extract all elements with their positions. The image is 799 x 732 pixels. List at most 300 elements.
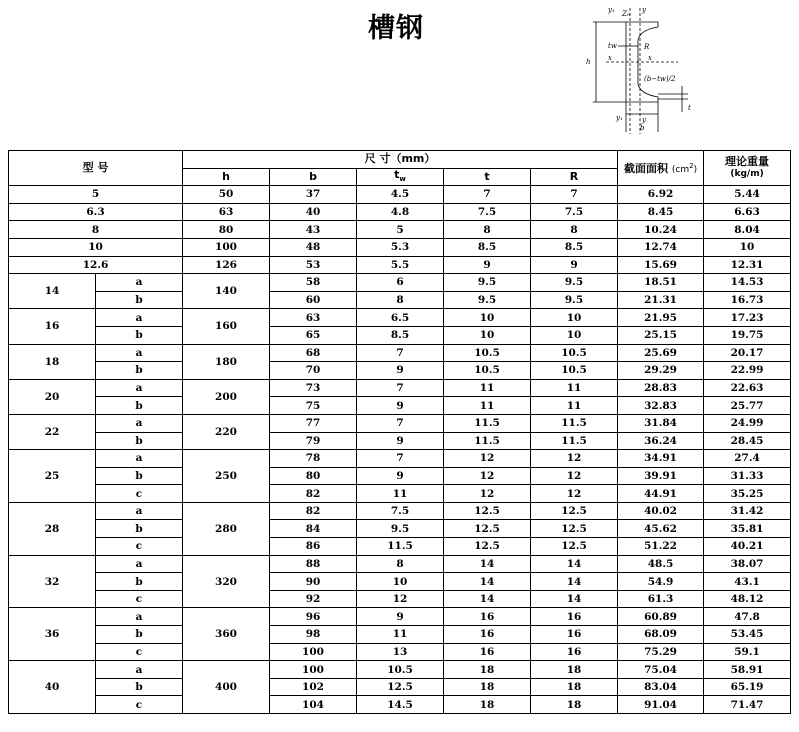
cell-weight: 10 — [704, 238, 791, 256]
cell-model: 40 — [9, 661, 96, 714]
cell-r: 10 — [531, 326, 618, 344]
cell-tw: 11 — [357, 626, 444, 644]
table-row — [9, 203, 791, 221]
header-weight — [704, 151, 791, 186]
cell-tw: 8.5 — [357, 326, 444, 344]
cell-weight: 53.45 — [704, 626, 791, 644]
cell-r: 18 — [531, 661, 618, 679]
cell-tw: 9 — [357, 608, 444, 626]
cell-h: 320 — [183, 555, 270, 608]
table-row — [9, 221, 791, 239]
cell-h: 80 — [183, 221, 270, 239]
cell-b: 102 — [270, 678, 357, 696]
diagram-label-y-top: y — [642, 6, 646, 14]
cell-subtype: b — [96, 291, 183, 309]
cell-subtype: b — [96, 520, 183, 538]
cell-t: 9 — [444, 256, 531, 274]
cell-model: 28 — [9, 502, 96, 555]
cell-t: 9.5 — [444, 291, 531, 309]
header-tw-label: t — [394, 167, 400, 181]
cell-subtype: c — [96, 643, 183, 661]
page-title: 槽钢 — [368, 13, 424, 44]
cell-area: 91.04 — [618, 696, 704, 714]
cell-r: 16 — [531, 608, 618, 626]
cell-tw: 5.3 — [357, 238, 444, 256]
cell-subtype: c — [96, 590, 183, 608]
table-row — [9, 485, 791, 503]
cell-model: 10 — [9, 238, 183, 256]
cell-weight: 22.63 — [704, 379, 791, 397]
cell-area: 36.24 — [618, 432, 704, 450]
cell-b: 79 — [270, 432, 357, 450]
cell-weight: 14.53 — [704, 274, 791, 292]
cell-t: 11.5 — [444, 414, 531, 432]
cell-subtype: a — [96, 414, 183, 432]
cell-t: 12.5 — [444, 502, 531, 520]
table-row — [9, 661, 791, 679]
cell-weight: 58.91 — [704, 661, 791, 679]
table-row — [9, 362, 791, 380]
cell-tw: 6.5 — [357, 309, 444, 327]
cell-area: 29.29 — [618, 362, 704, 380]
cell-b: 53 — [270, 256, 357, 274]
cell-r: 10.5 — [531, 344, 618, 362]
cell-h: 220 — [183, 414, 270, 449]
cell-tw: 12.5 — [357, 678, 444, 696]
cell-subtype: a — [96, 502, 183, 520]
cell-b: 92 — [270, 590, 357, 608]
cell-weight: 22.99 — [704, 362, 791, 380]
cell-weight: 19.75 — [704, 326, 791, 344]
cell-r: 9.5 — [531, 274, 618, 292]
cell-r: 12 — [531, 485, 618, 503]
cell-area: 8.45 — [618, 203, 704, 221]
table-row — [9, 291, 791, 309]
cell-weight: 16.73 — [704, 291, 791, 309]
cell-weight: 31.42 — [704, 502, 791, 520]
cell-t: 18 — [444, 678, 531, 696]
cell-r: 11.5 — [531, 414, 618, 432]
header-tw-sub: w — [399, 174, 406, 183]
table-row — [9, 256, 791, 274]
cell-h: 140 — [183, 274, 270, 309]
cell-b: 48 — [270, 238, 357, 256]
cell-tw: 12 — [357, 590, 444, 608]
cell-tw: 8 — [357, 555, 444, 573]
cell-tw: 6 — [357, 274, 444, 292]
table-row — [9, 274, 791, 292]
cell-b: 70 — [270, 362, 357, 380]
cell-h: 50 — [183, 186, 270, 204]
cell-weight: 59.1 — [704, 643, 791, 661]
header-dimensions: 尺 寸（mm） — [183, 151, 618, 169]
cell-area: 28.83 — [618, 379, 704, 397]
cell-t: 9.5 — [444, 274, 531, 292]
cell-area: 68.09 — [618, 626, 704, 644]
cell-area: 83.04 — [618, 678, 704, 696]
table-row — [9, 344, 791, 362]
cell-r: 7.5 — [531, 203, 618, 221]
table-row — [9, 555, 791, 573]
cell-subtype: c — [96, 538, 183, 556]
channel-section-diagram — [578, 2, 703, 147]
cell-subtype: c — [96, 485, 183, 503]
cell-r: 14 — [531, 555, 618, 573]
cell-subtype: b — [96, 432, 183, 450]
table-row — [9, 467, 791, 485]
cell-t: 10 — [444, 309, 531, 327]
cell-t: 12 — [444, 485, 531, 503]
cell-b: 80 — [270, 467, 357, 485]
cell-r: 14 — [531, 573, 618, 591]
cell-tw: 14.5 — [357, 696, 444, 714]
cell-weight: 47.8 — [704, 608, 791, 626]
diagram-label-y1-top: y₁ — [608, 6, 615, 14]
cell-tw: 10.5 — [357, 661, 444, 679]
header-area-unit-sup: 2 — [689, 162, 694, 171]
cell-area: 51.22 — [618, 538, 704, 556]
cell-model: 20 — [9, 379, 96, 414]
cell-weight: 35.25 — [704, 485, 791, 503]
cell-r: 14 — [531, 590, 618, 608]
cell-h: 250 — [183, 450, 270, 503]
cell-tw: 5.5 — [357, 256, 444, 274]
table-row — [9, 432, 791, 450]
cell-weight: 8.04 — [704, 221, 791, 239]
cell-tw: 7 — [357, 414, 444, 432]
cell-b: 100 — [270, 661, 357, 679]
cell-h: 280 — [183, 502, 270, 555]
cell-b: 104 — [270, 696, 357, 714]
table-row — [9, 186, 791, 204]
cell-area: 40.02 — [618, 502, 704, 520]
cell-r: 16 — [531, 643, 618, 661]
cell-model: 16 — [9, 309, 96, 344]
cell-subtype: a — [96, 309, 183, 327]
cell-t: 10 — [444, 326, 531, 344]
cell-t: 12 — [444, 467, 531, 485]
cell-t: 11.5 — [444, 432, 531, 450]
cell-tw: 4.8 — [357, 203, 444, 221]
cell-t: 12.5 — [444, 520, 531, 538]
cell-subtype: b — [96, 678, 183, 696]
cell-tw: 11 — [357, 485, 444, 503]
cell-b: 40 — [270, 203, 357, 221]
diagram-label-tw: tw — [608, 42, 617, 50]
table-row — [9, 379, 791, 397]
cell-model: 22 — [9, 414, 96, 449]
cell-h: 400 — [183, 661, 270, 714]
cell-area: 18.51 — [618, 274, 704, 292]
cell-r: 10 — [531, 309, 618, 327]
cell-r: 11 — [531, 379, 618, 397]
cell-r: 8.5 — [531, 238, 618, 256]
cell-area: 75.29 — [618, 643, 704, 661]
cell-subtype: b — [96, 467, 183, 485]
cell-r: 8 — [531, 221, 618, 239]
cell-tw: 9 — [357, 362, 444, 380]
cell-t: 7.5 — [444, 203, 531, 221]
cell-weight: 38.07 — [704, 555, 791, 573]
cell-model: 12.6 — [9, 256, 183, 274]
cell-tw: 9 — [357, 397, 444, 415]
cell-weight: 6.63 — [704, 203, 791, 221]
cell-r: 18 — [531, 678, 618, 696]
table-row — [9, 626, 791, 644]
table-body — [9, 186, 791, 714]
header-area — [618, 151, 704, 186]
cell-weight: 35.81 — [704, 520, 791, 538]
cell-h: 126 — [183, 256, 270, 274]
cell-t: 7 — [444, 186, 531, 204]
header-area-label: 截面面积 — [624, 162, 669, 176]
cell-subtype: b — [96, 397, 183, 415]
cell-b: 58 — [270, 274, 357, 292]
table-row — [9, 397, 791, 415]
cell-model: 14 — [9, 274, 96, 309]
cell-r: 12.5 — [531, 502, 618, 520]
diagram-label-h: h — [586, 58, 591, 66]
cell-tw: 13 — [357, 643, 444, 661]
cell-tw: 9.5 — [357, 520, 444, 538]
header-model: 型 号 — [9, 151, 183, 186]
cell-r: 7 — [531, 186, 618, 204]
cell-weight: 40.21 — [704, 538, 791, 556]
cell-t: 16 — [444, 643, 531, 661]
cell-r: 12.5 — [531, 538, 618, 556]
cell-b: 63 — [270, 309, 357, 327]
cell-weight: 27.4 — [704, 450, 791, 468]
cell-model: 8 — [9, 221, 183, 239]
cell-area: 12.74 — [618, 238, 704, 256]
table-row — [9, 696, 791, 714]
cell-h: 180 — [183, 344, 270, 379]
cell-r: 18 — [531, 696, 618, 714]
cell-t: 18 — [444, 661, 531, 679]
cell-b: 43 — [270, 221, 357, 239]
cell-b: 88 — [270, 555, 357, 573]
cell-tw: 7 — [357, 344, 444, 362]
cell-t: 10.5 — [444, 344, 531, 362]
cell-weight: 25.77 — [704, 397, 791, 415]
cell-b: 82 — [270, 485, 357, 503]
cell-b: 82 — [270, 502, 357, 520]
table-row — [9, 538, 791, 556]
cell-weight: 12.31 — [704, 256, 791, 274]
cell-subtype: a — [96, 274, 183, 292]
cell-r: 9 — [531, 256, 618, 274]
cell-model: 18 — [9, 344, 96, 379]
cell-h: 160 — [183, 309, 270, 344]
header-r: R — [531, 168, 618, 186]
header-area-unit-close: ) — [693, 165, 698, 176]
channel-steel-table — [8, 150, 791, 714]
cell-subtype: a — [96, 379, 183, 397]
cell-area: 44.91 — [618, 485, 704, 503]
cell-area: 21.31 — [618, 291, 704, 309]
diagram-label-x-right: x — [648, 54, 652, 62]
cell-t: 12.5 — [444, 538, 531, 556]
cell-tw: 7 — [357, 450, 444, 468]
cell-model: 5 — [9, 186, 183, 204]
cell-subtype: a — [96, 344, 183, 362]
cell-area: 75.04 — [618, 661, 704, 679]
cell-area: 34.91 — [618, 450, 704, 468]
header-t: t — [444, 168, 531, 186]
cell-weight: 43.1 — [704, 573, 791, 591]
cell-b: 100 — [270, 643, 357, 661]
cell-b: 78 — [270, 450, 357, 468]
cell-h: 360 — [183, 608, 270, 661]
cell-tw: 7 — [357, 379, 444, 397]
header-weight-unit: (kg/m) — [730, 169, 764, 180]
cell-subtype: a — [96, 450, 183, 468]
table-row — [9, 573, 791, 591]
cell-subtype: b — [96, 362, 183, 380]
cell-t: 11 — [444, 379, 531, 397]
cell-tw: 4.5 — [357, 186, 444, 204]
cell-tw: 10 — [357, 573, 444, 591]
header-b: b — [270, 168, 357, 186]
diagram-label-y-bottom: y — [642, 116, 646, 124]
cell-model: 25 — [9, 450, 96, 503]
cell-area: 25.69 — [618, 344, 704, 362]
cell-weight: 17.23 — [704, 309, 791, 327]
cell-b: 98 — [270, 626, 357, 644]
cell-area: 54.9 — [618, 573, 704, 591]
cell-t: 14 — [444, 555, 531, 573]
cell-r: 10.5 — [531, 362, 618, 380]
cell-weight: 71.47 — [704, 696, 791, 714]
diagram-label-b-tw: (b−tw)/2 — [644, 75, 676, 83]
cell-t: 16 — [444, 626, 531, 644]
cell-r: 12.5 — [531, 520, 618, 538]
cell-b: 68 — [270, 344, 357, 362]
cell-area: 48.5 — [618, 555, 704, 573]
cell-subtype: c — [96, 696, 183, 714]
diagram-label-x-left: x — [608, 54, 612, 62]
table-row — [9, 502, 791, 520]
cell-tw: 8 — [357, 291, 444, 309]
cell-area: 61.3 — [618, 590, 704, 608]
diagram-label-r: R — [644, 43, 650, 51]
cell-tw: 9 — [357, 432, 444, 450]
cell-subtype: a — [96, 661, 183, 679]
cell-t: 12 — [444, 450, 531, 468]
cell-r: 12 — [531, 467, 618, 485]
cell-r: 11 — [531, 397, 618, 415]
table-row — [9, 414, 791, 432]
cell-model: 36 — [9, 608, 96, 661]
cell-h: 200 — [183, 379, 270, 414]
cell-area: 60.89 — [618, 608, 704, 626]
cell-area: 31.84 — [618, 414, 704, 432]
table-row — [9, 520, 791, 538]
cell-t: 16 — [444, 608, 531, 626]
cell-area: 21.95 — [618, 309, 704, 327]
cell-t: 8 — [444, 221, 531, 239]
cell-weight: 28.45 — [704, 432, 791, 450]
cell-model: 6.3 — [9, 203, 183, 221]
table-row — [9, 608, 791, 626]
cell-t: 11 — [444, 397, 531, 415]
diagram-label-z0: Z₀ — [622, 10, 630, 18]
diagram-label-y1-bottom: y₁ — [616, 114, 623, 122]
header-area-unit-open: (cm — [671, 165, 690, 176]
cell-tw: 7.5 — [357, 502, 444, 520]
table-row — [9, 326, 791, 344]
cell-area: 6.92 — [618, 186, 704, 204]
cell-b: 77 — [270, 414, 357, 432]
header-h: h — [183, 168, 270, 186]
cell-weight: 5.44 — [704, 186, 791, 204]
cell-weight: 31.33 — [704, 467, 791, 485]
cell-area: 32.83 — [618, 397, 704, 415]
cell-area: 45.62 — [618, 520, 704, 538]
cell-model: 32 — [9, 555, 96, 608]
cell-b: 73 — [270, 379, 357, 397]
table-row — [9, 643, 791, 661]
cell-h: 63 — [183, 203, 270, 221]
cell-t: 14 — [444, 573, 531, 591]
header-area-unit — [671, 162, 698, 176]
cell-subtype: b — [96, 626, 183, 644]
table-row — [9, 309, 791, 327]
cell-b: 75 — [270, 397, 357, 415]
cell-t: 14 — [444, 590, 531, 608]
cell-b: 86 — [270, 538, 357, 556]
table-row — [9, 678, 791, 696]
cell-b: 37 — [270, 186, 357, 204]
cell-t: 18 — [444, 696, 531, 714]
cell-weight: 24.99 — [704, 414, 791, 432]
cell-tw: 5 — [357, 221, 444, 239]
cell-b: 60 — [270, 291, 357, 309]
cell-b: 96 — [270, 608, 357, 626]
cell-area: 25.15 — [618, 326, 704, 344]
table-row — [9, 450, 791, 468]
diagram-label-b: b — [640, 124, 645, 132]
cell-weight: 20.17 — [704, 344, 791, 362]
cell-weight: 65.19 — [704, 678, 791, 696]
cell-b: 65 — [270, 326, 357, 344]
table-row — [9, 238, 791, 256]
cell-t: 8.5 — [444, 238, 531, 256]
cell-h: 100 — [183, 238, 270, 256]
cell-area: 39.91 — [618, 467, 704, 485]
header-weight-label: 理论重量 — [725, 155, 770, 169]
cell-tw: 11.5 — [357, 538, 444, 556]
cell-weight: 48.12 — [704, 590, 791, 608]
cell-subtype: b — [96, 573, 183, 591]
cell-area: 15.69 — [618, 256, 704, 274]
cell-b: 90 — [270, 573, 357, 591]
cell-tw: 9 — [357, 467, 444, 485]
header-tw — [357, 168, 444, 186]
diagram-label-t: t — [688, 104, 691, 112]
cell-r: 12 — [531, 450, 618, 468]
cell-r: 9.5 — [531, 291, 618, 309]
cell-subtype: a — [96, 608, 183, 626]
cell-r: 11.5 — [531, 432, 618, 450]
table-row — [9, 590, 791, 608]
cell-r: 16 — [531, 626, 618, 644]
cell-area: 10.24 — [618, 221, 704, 239]
cell-t: 10.5 — [444, 362, 531, 380]
cell-subtype: b — [96, 326, 183, 344]
cell-b: 84 — [270, 520, 357, 538]
cell-subtype: a — [96, 555, 183, 573]
